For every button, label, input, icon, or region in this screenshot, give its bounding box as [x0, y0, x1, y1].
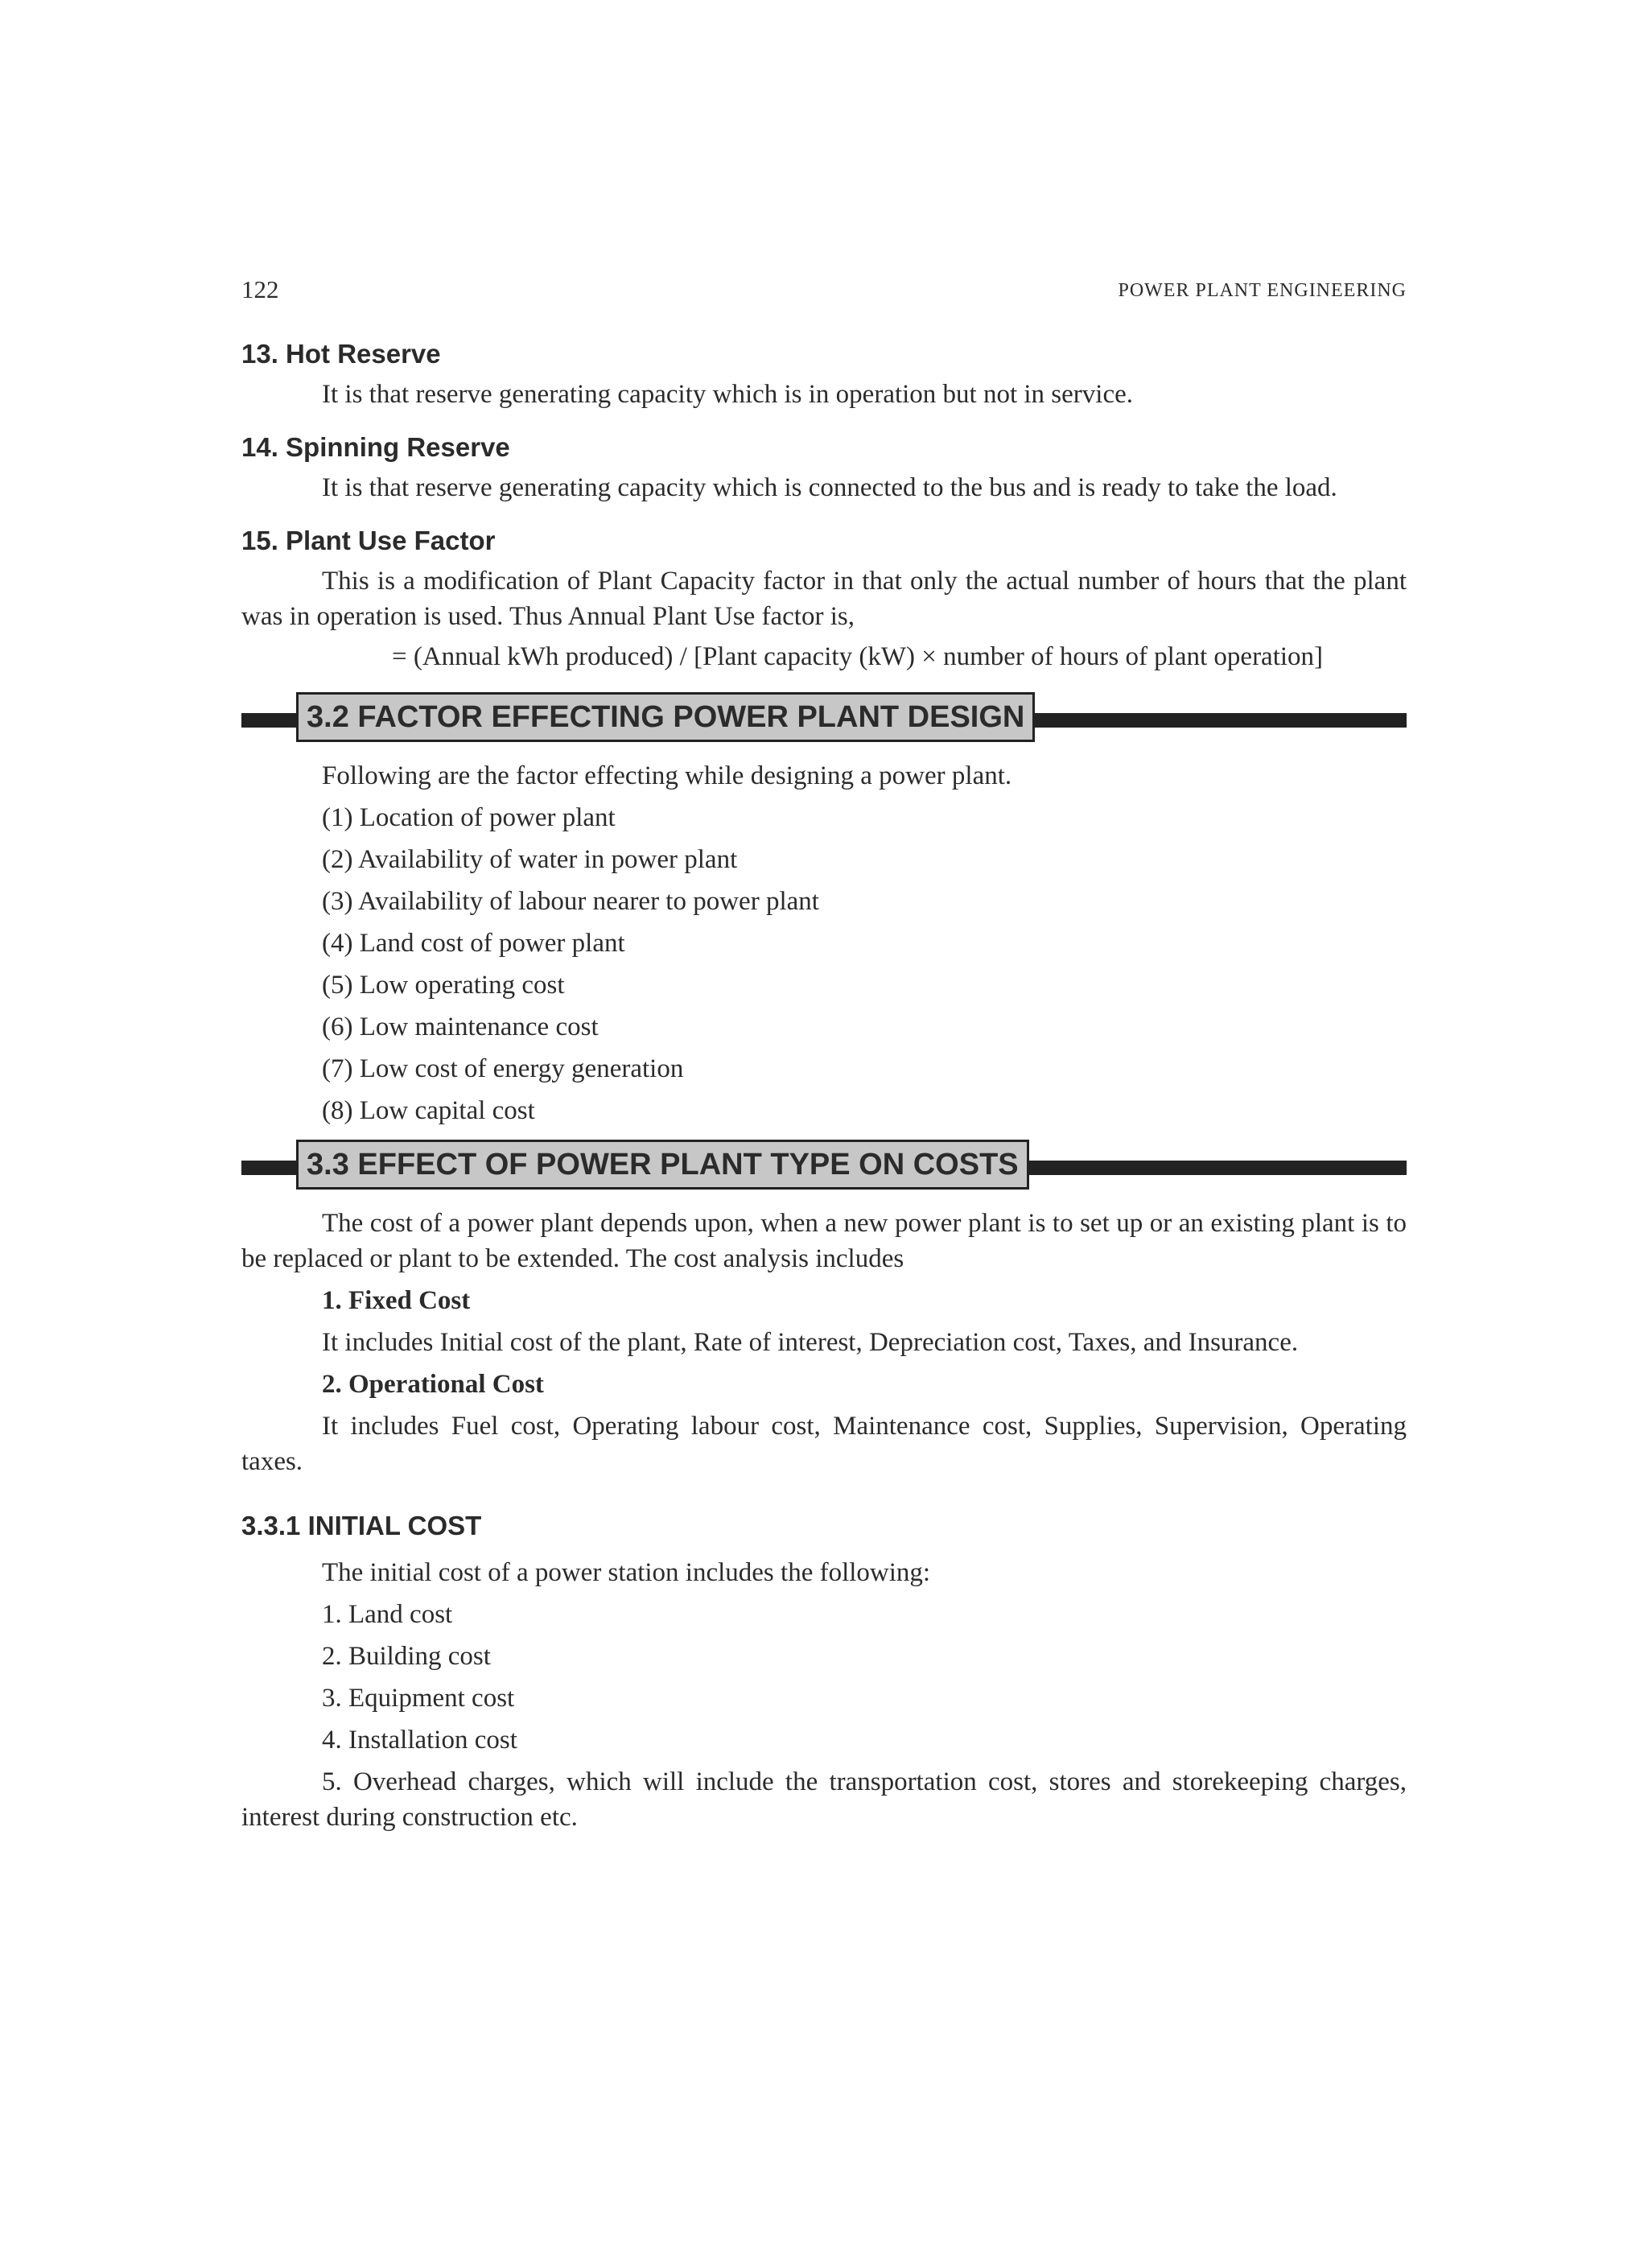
list-item: (2) Availability of water in power plant [322, 845, 738, 874]
section-3-2-title: 3.2 FACTOR EFFECTING POWER PLANT DESIGN [307, 699, 1025, 734]
plant-use-factor-formula: = (Annual kWh produced) / [Plant capacity (kW) × number of hours of plant operation] [392, 642, 1324, 671]
plant-use-factor-section [241, 523, 1407, 674]
hot-reserve-heading: 13. Hot Reserve [241, 339, 441, 369]
list-item: 3. Equipment cost [322, 1684, 515, 1713]
section-3-3-banner [241, 1140, 1407, 1194]
list-item: 1. Land cost [322, 1600, 453, 1629]
spinning-reserve-section [241, 430, 1407, 505]
fixed-cost-heading: 1. Fixed Cost [322, 1286, 471, 1315]
section-3-2-banner [241, 692, 1407, 747]
operational-cost-heading: 2. Operational Cost [322, 1370, 544, 1399]
costs-section [241, 1206, 1407, 1479]
design-factors-list [322, 800, 1407, 1128]
plant-use-factor-text: This is a modification of Plant Capacity factor in that only the actual number of hours that the plant was in operation is used. Thus Annual Plant Use factor is, [241, 567, 1407, 631]
design-factors-intro: Following are the factor effecting while designing a power plant. [322, 761, 1012, 790]
operational-cost-text: It includes Fuel cost, Operating labour cost, Maintenance cost, Supplies, Supervision, Operating taxes. [241, 1412, 1407, 1476]
hot-reserve-text: It is that reserve generating capacity which is in operation but not in service. [322, 380, 1133, 409]
list-item: 4. Installation cost [322, 1726, 517, 1755]
banner-box [296, 1140, 1029, 1190]
list-item: (1) Location of power plant [322, 803, 616, 832]
list-item: 2. Building cost [322, 1642, 491, 1671]
running-head [241, 275, 1407, 307]
list-item: (3) Availability of labour nearer to power plant [322, 887, 819, 916]
initial-cost-intro: The initial cost of a power station includes the following: [322, 1558, 931, 1587]
list-item: (7) Low cost of energy generation [322, 1054, 684, 1083]
initial-cost-section [241, 1508, 1407, 1835]
hot-reserve-section [241, 336, 1407, 412]
page-number: 122 [241, 275, 279, 303]
overhead-charges-item: 5. Overhead charges, which will include the transportation cost, stores and storekeeping charges, interest during construction etc. [241, 1767, 1407, 1832]
section-3-3-title: 3.3 EFFECT OF POWER PLANT TYPE ON COSTS [307, 1147, 1019, 1181]
page-content [241, 336, 1407, 1835]
spinning-reserve-text: It is that reserve generating capacity which is connected to the bus and is ready to take the load. [322, 473, 1337, 502]
list-item: (8) Low capital cost [322, 1096, 535, 1125]
list-item: (4) Land cost of power plant [322, 929, 625, 958]
initial-cost-heading: 3.3.1 INITIAL COST [241, 1511, 482, 1540]
costs-intro: The cost of a power plant depends upon, when a new power plant is to set up or an existing plant is to be replaced or plant to be extended. The cost analysis includes [241, 1209, 1407, 1273]
design-factors-section [241, 758, 1407, 1128]
list-item: (5) Low operating cost [322, 971, 565, 1000]
list-item: (6) Low maintenance cost [322, 1012, 599, 1041]
plant-use-factor-heading: 15. Plant Use Factor [241, 526, 496, 555]
fixed-cost-text: It includes Initial cost of the plant, Rate of interest, Depreciation cost, Taxes, and Insurance. [322, 1328, 1299, 1357]
banner-box [296, 692, 1035, 742]
book-title: POWER PLANT ENGINEERING [1118, 280, 1407, 301]
initial-cost-list [322, 1597, 1407, 1758]
spinning-reserve-heading: 14. Spinning Reserve [241, 432, 510, 462]
